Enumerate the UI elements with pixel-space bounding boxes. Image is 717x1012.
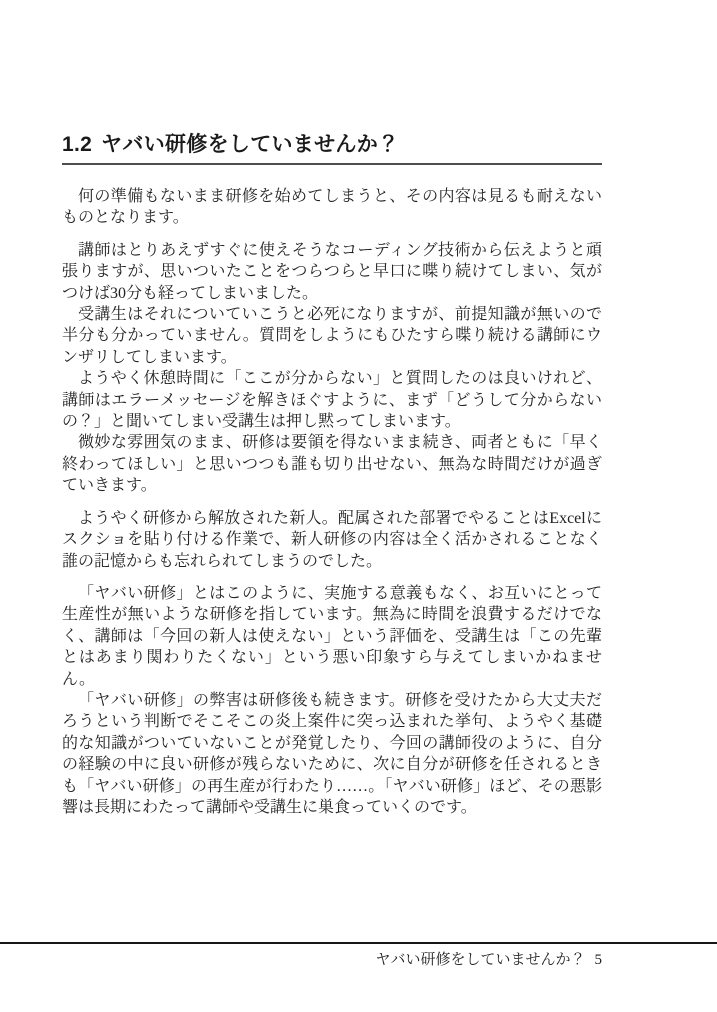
paragraph-block: [62, 186, 602, 229]
page-content: [62, 133, 602, 818]
body-paragraph: 微妙な雰囲気のまま、研修は要領を得ないまま続き、両者ともに「早く終わってほしい」と思いつつも誰も切り出せない、無為な時間だけが過ぎていきます。: [62, 434, 602, 495]
page-footer: [62, 950, 602, 970]
section-title: ヤバい研修をしていませんか？: [101, 133, 400, 156]
footer-divider: [0, 942, 717, 944]
section-number: 1.2: [62, 133, 93, 156]
body-paragraph: 「ヤバい研修」の弊害は研修後も続きます。研修を受けたから大丈夫だろうという判断でそこそこの炎上案件に突っ込まれた挙句、ようやく基礎的な知識がついていないことが発覚したり、今回の講師役のように、自分の経験の中に良い研修が残らないために、次に自分が研修を任されるときも「ヤバい研修」の再生産が行わたり……。「ヤバい研修」ほど、その悪影響は長期にわたって講師や受講生に巣食っていくのです。: [62, 691, 602, 816]
body-paragraph: 受講生はそれについていこうと必死になりますが、前提知識が無いので半分も分かっていません。質問をしようにもひたすら喋り続ける講師にウンザリしてしまいます。: [62, 306, 602, 366]
footer-running-title: ヤバい研修をしていませんか？: [375, 952, 586, 968]
paragraph-block: [62, 583, 602, 818]
body-paragraph: ようやく研修から解放された新人。配属された部署でやることはExcelにスクショを貼り付ける作業で、新人研修の内容は全く活かされることなく誰の記憶からも忘れられてしまうのでした。: [62, 509, 602, 570]
body-paragraph: 何の準備もないまま研修を始めてしまうと、その内容は見るも耐えないものとなります。: [62, 188, 602, 227]
paragraph-block: [62, 508, 602, 572]
body-paragraph: ようやく休憩時間に「ここが分からない」と質問したのは良いけれど、講師はエラーメッセージを解きほぐすように、まず「どうして分からないの？」と聞いてしまい受講生は押し黙ってしまいます。: [62, 370, 602, 431]
paragraph-block: [62, 240, 602, 497]
body-paragraph: 「ヤバい研修」とはこのように、実施する意義もなく、お互いにとって生産性が無いような研修を指しています。無為に時間を浪費するだけでなく、講師は「今回の新人は使えない」という評価を、受講生は「この先輩とはあまり関わりたくない」という悪い印象すら与えてしまいかねません。: [62, 584, 602, 688]
body-paragraph: 講師はとりあえずすぐに使えそうなコーディング技術から伝えようと頑張りますが、思いついたことをつらつらと早口に喋り続けてしまい、気がつけば30分も経ってしまいました。: [62, 241, 602, 302]
section-heading: [62, 133, 602, 165]
footer-page-number: 5: [594, 952, 602, 968]
